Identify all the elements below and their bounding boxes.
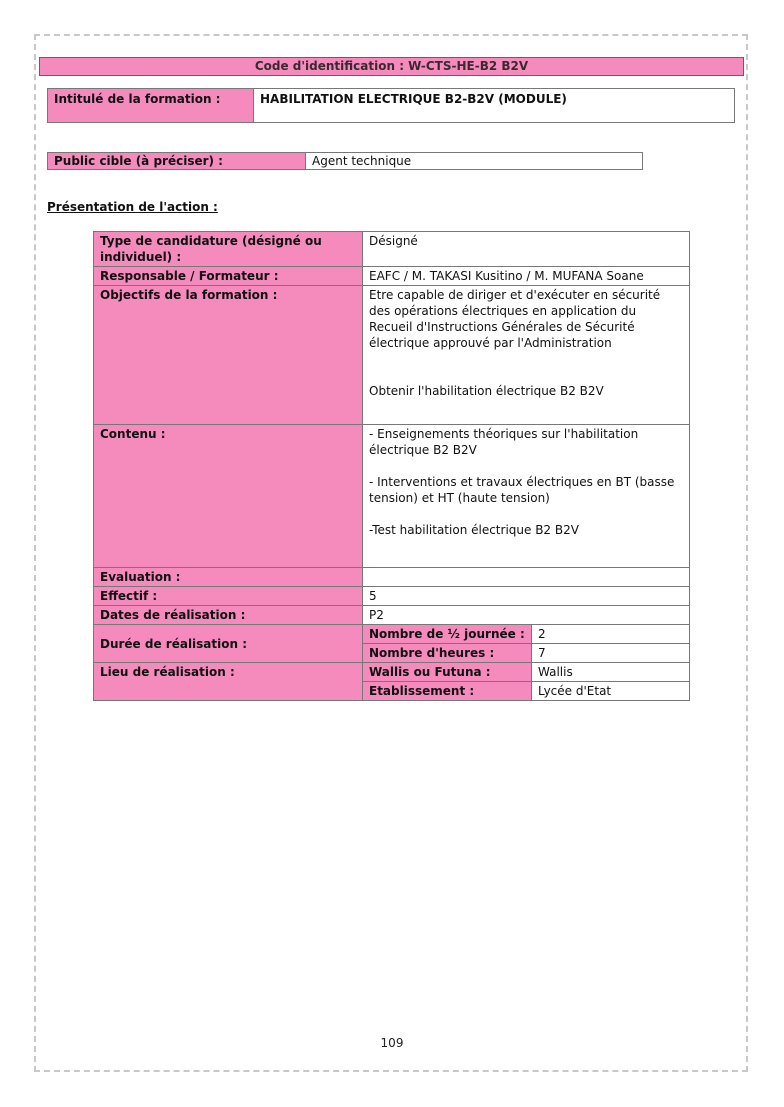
training-title-label: Intitulé de la formation : — [48, 89, 254, 122]
evaluation-value — [363, 568, 690, 587]
candidature-type-label: Type de candidature (désigné ou individuel) : — [94, 232, 363, 267]
table-row — [94, 232, 690, 267]
table-row — [94, 587, 690, 606]
half-days-value: 2 — [532, 625, 690, 644]
headcount-label: Effectif : — [94, 587, 363, 606]
establishment-value: Lycée d'Etat — [532, 682, 690, 701]
training-title-value: HABILITATION ELECTRIQUE B2-B2V (MODULE) — [260, 92, 567, 106]
island-label: Wallis ou Futuna : — [363, 663, 532, 682]
training-title-box — [47, 88, 735, 123]
objective-text: Obtenir l'habilitation électrique B2 B2V — [369, 384, 604, 398]
island-value: Wallis — [532, 663, 690, 682]
identification-code-bar: Code d'identification : W-CTS-HE-B2 B2V — [39, 57, 744, 76]
target-audience-box — [47, 152, 643, 170]
establishment-label: Etablissement : — [363, 682, 532, 701]
target-audience-label: Public cible (à préciser) : — [48, 153, 306, 169]
page-number: 109 — [380, 1036, 404, 1050]
content-item: - Enseignements théoriques sur l'habilitation électrique B2 B2V — [369, 427, 639, 457]
dates-value: P2 — [363, 606, 690, 625]
hours-label: Nombre d'heures : — [363, 644, 532, 663]
half-days-label: Nombre de ½ journée : — [363, 625, 532, 644]
objective-text: Etre capable de diriger et d'exécuter en sécurité des opérations électriques en application du Recueil d'Instructions Générales de Sécurité électrique approuvé par l'Administration — [369, 288, 661, 350]
location-label: Lieu de réalisation : — [94, 663, 363, 701]
dates-label: Dates de réalisation : — [94, 606, 363, 625]
evaluation-label: Evaluation : — [94, 568, 363, 587]
objectives-label: Objectifs de la formation : — [94, 286, 363, 425]
responsible-label: Responsable / Formateur : — [94, 267, 363, 286]
table-row — [94, 663, 690, 682]
table-row — [94, 568, 690, 587]
headcount-value: 5 — [363, 587, 690, 606]
presentation-heading: Présentation de l'action : — [47, 200, 218, 214]
hours-value: 7 — [532, 644, 690, 663]
table-row — [94, 625, 690, 644]
table-row — [94, 286, 690, 425]
table-row — [94, 425, 690, 568]
content-value — [363, 425, 690, 568]
content-label: Contenu : — [94, 425, 363, 568]
content-item: -Test habilitation électrique B2 B2V — [369, 523, 579, 537]
objectives-value — [363, 286, 690, 425]
duration-label: Durée de réalisation : — [94, 625, 363, 663]
candidature-type-value: Désigné — [363, 232, 690, 267]
responsible-value: EAFC / M. TAKASI Kusitino / M. MUFANA Soane — [363, 267, 690, 286]
table-row — [94, 606, 690, 625]
table-row — [94, 267, 690, 286]
action-table — [93, 231, 690, 701]
content-item: - Interventions et travaux électriques en BT (basse tension) et HT (haute tension) — [369, 475, 675, 505]
target-audience-value: Agent technique — [312, 154, 412, 168]
